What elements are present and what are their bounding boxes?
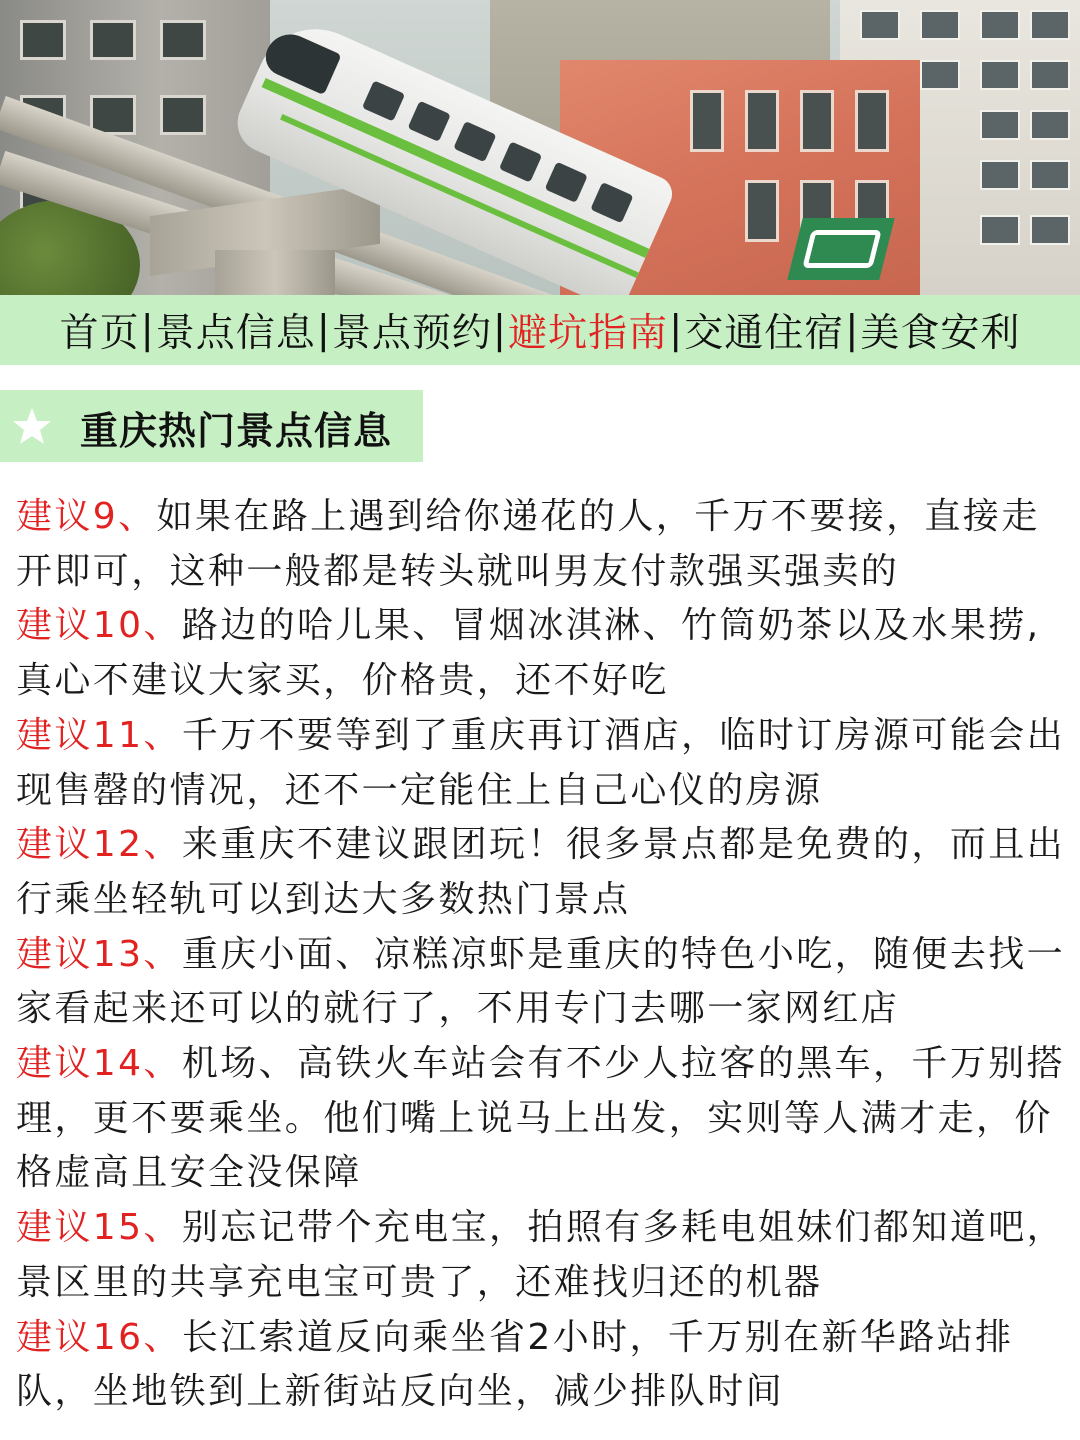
nav-separator: | bbox=[669, 307, 684, 353]
transit-logo-sign bbox=[787, 218, 894, 280]
tip-label: 建议12、 bbox=[16, 824, 182, 866]
tip-label: 建议9、 bbox=[16, 496, 157, 537]
nav-item-pitfall-guide[interactable]: 避坑指南 bbox=[508, 311, 669, 356]
tip-text: 机场、高铁火车站会有不少人拉客的黑车，千万别搭理，更不要乘坐。他们嘴上说马上出发，实则等人满才走，价格虚高且安全没保障 bbox=[16, 1043, 1066, 1194]
tip-label: 建议13、 bbox=[16, 933, 182, 975]
star-icon bbox=[12, 406, 52, 446]
tip-text: 如果在路上遇到给你递花的人，千万不要接，直接走开即可，这种一般都是转头就叫男友付款强买强卖的 bbox=[16, 496, 1040, 592]
tip-label: 建议14、 bbox=[16, 1043, 182, 1085]
tip-item bbox=[16, 709, 1066, 818]
top-nav bbox=[0, 295, 1080, 365]
tip-text: 别忘记带个充电宝，拍照有多耗电姐妹们都知道吧，景区里的共享充电宝可贵了，还难找归还的机器 bbox=[16, 1207, 1066, 1303]
tip-label: 建议16、 bbox=[16, 1316, 182, 1358]
tip-item bbox=[16, 1201, 1066, 1310]
nav-item-attraction-info[interactable]: 景点信息 bbox=[155, 311, 316, 356]
tip-item bbox=[16, 1037, 1066, 1201]
rail-pillar bbox=[215, 250, 335, 295]
nav-separator: | bbox=[492, 307, 508, 353]
tip-item bbox=[16, 490, 1066, 599]
nav-item-transport-lodging[interactable]: 交通住宿 bbox=[684, 311, 845, 356]
nav-separator: | bbox=[140, 307, 155, 353]
tip-label: 建议15、 bbox=[16, 1207, 182, 1249]
tip-text: 重庆小面、凉糕凉虾是重庆的特色小吃，随便去找一家看起来还可以的就行了，不用专门去哪一家网红店 bbox=[16, 933, 1066, 1030]
nav-item-food[interactable]: 美食安利 bbox=[860, 311, 1021, 356]
section-header bbox=[0, 390, 423, 462]
tip-text: 长江索道反向乘坐省2小时，千万别在新华路站排队，坐地铁到上新街站反向坐，减少排队时间 bbox=[16, 1316, 1014, 1413]
tip-label: 建议11、 bbox=[16, 714, 182, 756]
nav-separator: | bbox=[316, 307, 331, 353]
tip-text: 千万不要等到了重庆再订酒店，临时订房源可能会出现售罄的情况，还不一定能住上自己心仪的房源 bbox=[16, 714, 1066, 811]
hero-photo bbox=[0, 0, 1080, 295]
nav-separator: | bbox=[845, 307, 860, 353]
tip-item bbox=[16, 818, 1066, 927]
tip-label: 建议10、 bbox=[16, 605, 182, 647]
tips-list bbox=[16, 490, 1066, 1420]
tip-text: 来重庆不建议跟团玩！很多景点都是免费的，而且出行乘坐轻轨可以到达大多数热门景点 bbox=[16, 824, 1066, 920]
nav-item-attraction-booking[interactable]: 景点预约 bbox=[331, 311, 492, 356]
tip-item bbox=[16, 928, 1066, 1037]
section-title: 重庆热门景点信息 bbox=[80, 409, 393, 453]
tip-text: 路边的哈儿果、冒烟冰淇淋、竹筒奶茶以及水果捞,真心不建议大家买，价格贵，还不好吃 bbox=[16, 605, 1041, 702]
tip-item bbox=[16, 1311, 1066, 1420]
nav-item-home[interactable]: 首页 bbox=[59, 311, 140, 356]
tip-item bbox=[16, 599, 1066, 708]
